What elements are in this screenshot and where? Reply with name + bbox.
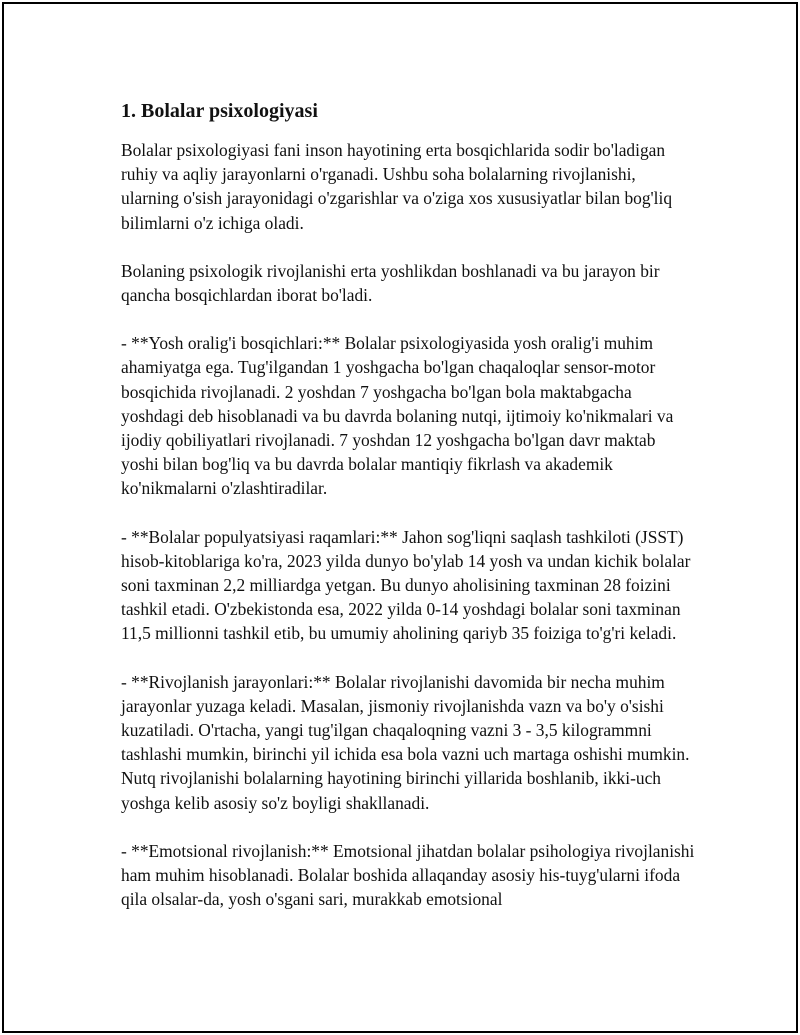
paragraph-development-processes: - **Rivojlanish jarayonlari:** Bolalar rivojlanishi davomida bir necha muhim jarayonlar yuzaga keladi. Masalan, jismoniy rivojlanishda vazn va bo'y o'sishi kuzatiladi. O'rtacha, yangi tug'ilgan chaqaloqning vazni 3 - 3,5 kilogrammni tashlashi mumkin, birinchi yil ichida esa bola vazni uch martaga oshishi mumkin. Nutq rivojlanishi bolalarning hayotining birinchi yillarida boshlanib, ikki-uch yoshga kelib asosiy so'z boyligi shakllanadi.: [121, 671, 690, 813]
paragraph-intro: Bolalar psixologiyasi fani inson hayotining erta bosqichlarida sodir bo'ladigan ruhiy va aqliy jarayonlarni o'rganadi. Ushbu soha bolalarning rivojlanishi, ularning o'sish jarayonidagi o'zgarishlar va o'ziga xos xususiyatlar bilan bog'liq bilimlarni o'z ichiga oladi.: [121, 140, 673, 233]
document-content: [121, 98, 696, 935]
paragraph-age-stages: - **Yosh oralig'i bosqichlari:** Bolalar psixologiyasida yosh oralig'i muhim ahamiyatga ega. Tug'ilgandan 1 yoshgacha bo'lgan chaqaloqlar sensor-motor bosqichida rivojlanadi. 2 yoshdan 7 yoshgacha bo'lgan bola maktabgacha yoshdagi deb hisoblanadi va bu davrda bolaning nutqi, ijtimoiy ko'nikmalari va ijodiy qobiliyatlari rivojlanadi. 7 yoshdan 12 yoshgacha bo'lgan davr maktab yoshi bilan bog'liq va bu davrda bolalar mantiqiy fikrlash va akademik ko'nikmalarni o'zlashtiradilar.: [121, 333, 674, 499]
page-frame: [2, 2, 798, 1033]
paragraph-population: - **Bolalar populyatsiyasi raqamlari:** Jahon sog'liqni saqlash tashkiloti (JSST) hisob-kitoblariga ko'ra, 2023 yilda dunyo bo'ylab 14 yosh va undan kichik bolalar soni taxminan 2,2 milliardga yetgan. Bu dunyo aholisining taxminan 28 foizini tashkil etadi. O'zbekistonda esa, 2022 yilda 0-14 yoshdagi bolalar soni taxminan 11,5 millionni tashkil etib, bu umumiy aholining qariyb 35 foiziga to'g'ri keladi.: [121, 526, 691, 644]
paragraph-emotional-development: - **Emotsional rivojlanish:** Emotsional jihatdan bolalar psihologiya rivojlanishi ham muhim hisoblanadi. Bolalar boshida allaqanday asosiy his-tuyg'ularni ifoda qila olsalar-da, yosh o'sgani sari, murakkab emotsional: [121, 840, 695, 910]
page-title: 1. Bolalar psixologiyasi: [121, 100, 318, 122]
paragraph-development: Bolaning psixologik rivojlanishi erta yoshlikdan boshlanadi va bu jarayon bir qancha bosqichlardan iborat bo'ladi.: [121, 260, 660, 306]
